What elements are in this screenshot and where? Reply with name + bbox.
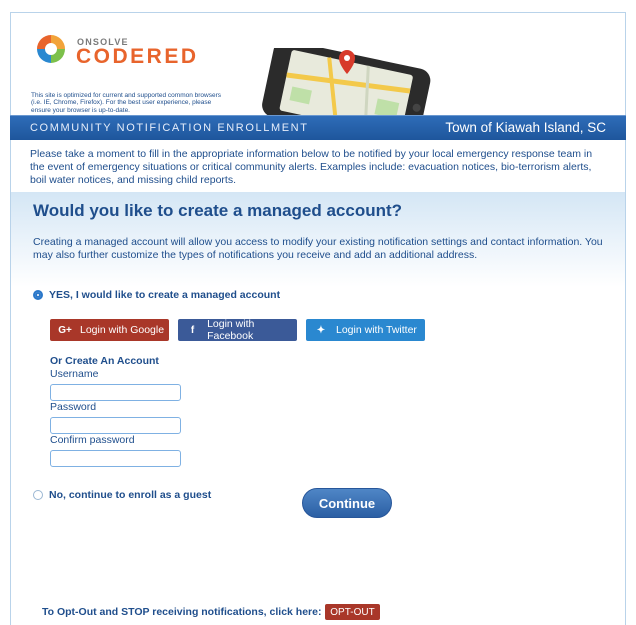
guest-radio[interactable] — [33, 490, 43, 500]
continue-button[interactable]: Continue — [302, 488, 392, 518]
onsolve-logo-icon — [35, 33, 67, 65]
brand-onsolve: ONSOLVE — [77, 37, 129, 47]
login-google-label: Login with Google — [80, 324, 165, 336]
managed-heading: Would you like to create a managed account? — [33, 201, 403, 220]
location-label: Town of Kiawah Island, SC — [445, 120, 606, 135]
confirm-password-label: Confirm password — [50, 434, 135, 446]
password-label: Password — [50, 401, 97, 413]
twitter-icon: ✦ — [316, 324, 326, 336]
enrollment-banner — [10, 115, 626, 140]
username-label: Username — [50, 368, 99, 380]
optout-button[interactable]: OPT-OUT — [325, 604, 380, 620]
browser-note: This site is optimized for current and supported common browsers (i.e. IE, Chrome, Firefox). For the best user experience, please ensure your browser is up-to-date. — [31, 92, 222, 114]
managed-yes-radio[interactable] — [33, 290, 43, 300]
username-input[interactable] — [50, 384, 181, 401]
managed-yes-label[interactable]: YES, I would like to create a managed account — [49, 289, 281, 301]
facebook-icon: f — [190, 324, 195, 336]
guest-label[interactable]: No, continue to enroll as a guest — [49, 489, 212, 501]
brand-codered: CODERED — [76, 45, 199, 68]
password-input[interactable] — [50, 417, 181, 434]
login-facebook-button[interactable] — [178, 319, 297, 341]
login-twitter-button[interactable] — [306, 319, 425, 341]
login-facebook-label: Login with Facebook — [207, 318, 255, 342]
banner-title: COMMUNITY NOTIFICATION ENROLLMENT — [30, 122, 309, 134]
login-google-button[interactable] — [50, 319, 169, 341]
guest-option[interactable] — [33, 489, 211, 501]
login-twitter-label: Login with Twitter — [336, 324, 417, 336]
optout-text: To Opt-Out and STOP receiving notifications, click here: — [42, 606, 322, 618]
confirm-password-input[interactable] — [50, 450, 181, 467]
google-plus-icon: G+ — [58, 324, 72, 336]
managed-yes-option[interactable] — [33, 289, 280, 301]
managed-description: Creating a managed account will allow you access to modify your existing notification settings and contact information. You may also further customize the types of notifications you receive and add an additional address. — [33, 236, 603, 261]
intro-text: Please take a moment to fill in the appropriate information below to be notified by your local emergency response team in the event of emergency situations or critical community alerts. Examples include: evacuation notices, bio-terrorism alerts, boil water notices, and missing child reports. — [30, 148, 593, 186]
create-account-title: Or Create An Account — [50, 355, 159, 367]
